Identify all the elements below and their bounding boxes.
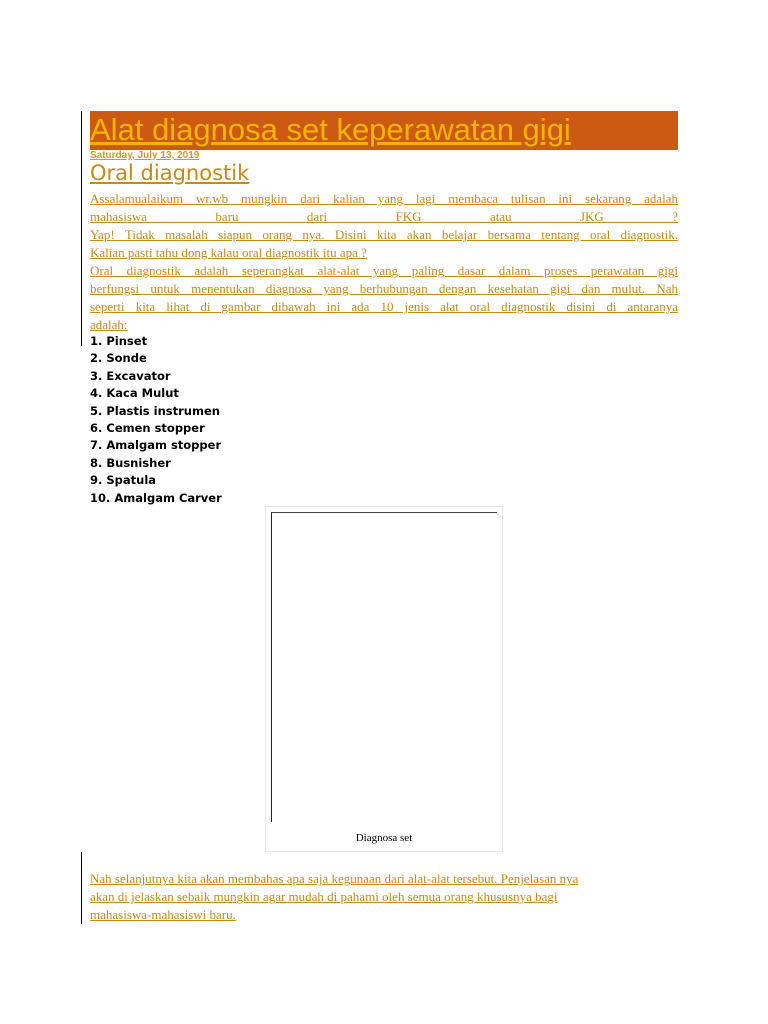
description-paragraph[interactable] [90, 262, 678, 334]
description-line: seperti kita lihat di gambar dibawah ini ada 10 jenis alat oral diagnostik disini di antaranya [90, 299, 678, 314]
post-date[interactable]: Saturday, July 13, 2019 [90, 150, 200, 161]
post-title-banner [90, 111, 678, 150]
list-item: 6. Cemen stopper [90, 420, 205, 435]
intro-paragraph[interactable] [90, 190, 678, 262]
tool-list [90, 333, 222, 507]
closing-line: mahasiswa-mahasiswi baru. [90, 907, 236, 922]
left-margin-rule [81, 852, 82, 924]
intro-line: Yap! Tidak masalah siapun orang nya. Disini kita akan belajar bersama tentang oral diagnostik. [90, 227, 678, 242]
list-item: 2. Sonde [90, 351, 147, 366]
closing-line: Nah selanjutnya kita akan membahas apa saja kegunaan dari alat-alat tersebut. Penjelasan nya [90, 871, 579, 886]
section-heading[interactable]: Oral diagnostik [90, 161, 250, 185]
left-margin-rule [81, 111, 82, 346]
list-item: 3. Excavator [90, 368, 171, 383]
list-item: 9. Spatula [90, 473, 157, 488]
figure-caption: Diagnosa set [355, 832, 413, 844]
list-item: 10. Amalgam Carver [90, 490, 222, 505]
intro-line: Kalian pasti tahu dong kalau oral diagnostik itu apa ? [90, 245, 367, 260]
closing-paragraph[interactable] [90, 870, 670, 924]
intro-line: mahasiswa baru dari FKG atau JKG ? [90, 209, 678, 224]
list-item: 1. Pinset [90, 334, 148, 348]
list-item: 7. Amalgam stopper [90, 438, 222, 453]
intro-line: Assalamualaikum wr.wb mungkin dari kalian yang lagi membaca tulisan ini sekarang adalah [90, 191, 678, 206]
list-item: 5. Plastis instrumen [90, 403, 220, 418]
description-line: berfungsi untuk menentukan diagnosa yang berhubungan dengan kesehatan gigi dan mulut. Nah [90, 281, 678, 296]
diagnosa-set-image[interactable] [271, 512, 497, 822]
description-line: adalah: [90, 317, 128, 332]
list-item: 4. Kaca Mulut [90, 386, 179, 401]
figure-frame [265, 506, 503, 852]
closing-line: akan di jelaskan sebaik mungkin agar mudah di pahami oleh semua orang khususnya bagi [90, 889, 558, 904]
list-item: 8. Busnisher [90, 455, 171, 470]
description-line: Oral diagnostik adalah seperangkat alat-alat yang paling dasar dalam proses perawatan gigi [90, 263, 678, 278]
post-title-link[interactable]: Alat diagnosa set keperawatan gigi [90, 112, 571, 147]
